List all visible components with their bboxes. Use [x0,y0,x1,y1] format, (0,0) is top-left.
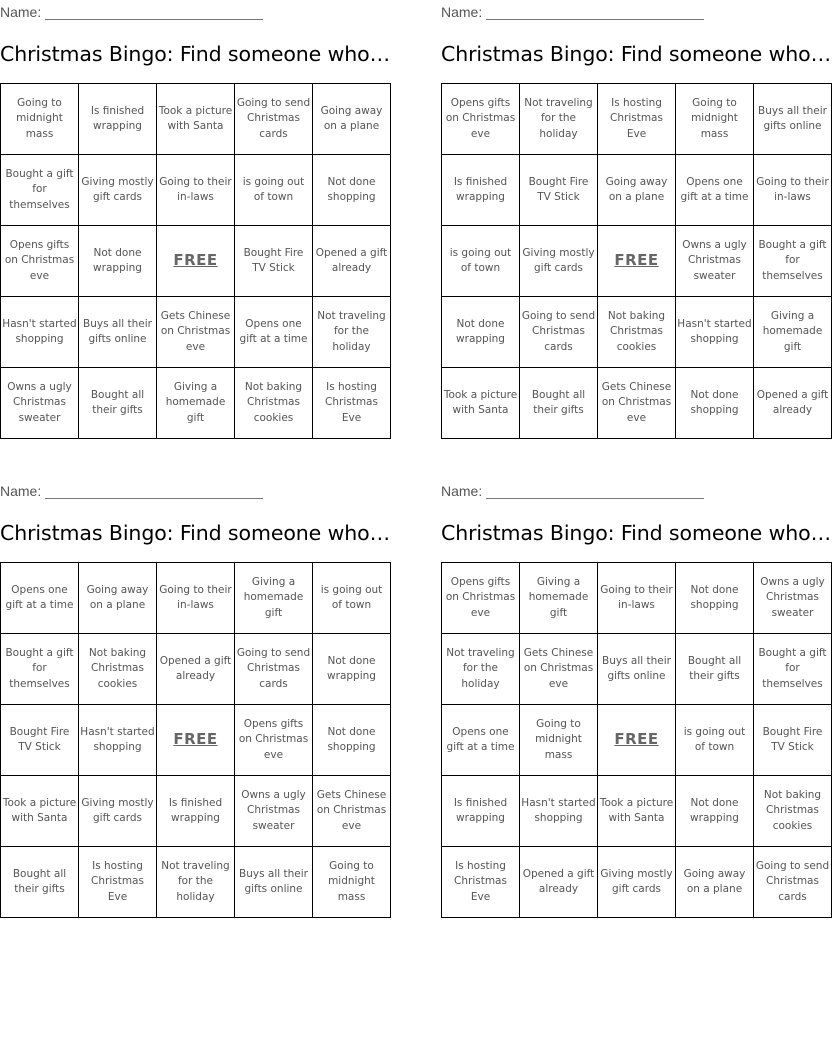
name-blank-line[interactable] [486,483,704,499]
bingo-square: Opened a gift already [313,226,391,297]
bingo-square: Opened a gift already [754,368,832,439]
grid-row [1,847,391,918]
bingo-square: Is finished wrapping [442,155,520,226]
bingo-square: Not baking Christmas cookies [79,634,157,705]
grid-row [442,297,832,368]
bingo-square: Giving a homemade gift [157,368,235,439]
grid-row [442,155,832,226]
bingo-square: Going away on a plane [79,563,157,634]
bingo-square: Not done shopping [676,563,754,634]
bingo-square: Bought Fire TV Stick [520,155,598,226]
bingo-square: Not done wrapping [313,634,391,705]
bingo-square: Opens one gift at a time [676,155,754,226]
grid-row [1,776,391,847]
bingo-square: Bought a gift for themselves [754,226,832,297]
bingo-square: Giving mostly gift cards [598,847,676,918]
grid-row [1,226,391,297]
bingo-square: Not done wrapping [676,776,754,847]
bingo-square: Opens one gift at a time [235,297,313,368]
grid-row [442,226,832,297]
bingo-square: Giving a homemade gift [235,563,313,634]
bingo-square: Giving a homemade gift [520,563,598,634]
bingo-square: Bought a gift for themselves [1,634,79,705]
bingo-square: Going to their in-laws [157,563,235,634]
name-blank-line[interactable] [486,4,704,20]
grid-row [1,705,391,776]
grid-row [1,368,391,439]
bingo-square: is going out of town [442,226,520,297]
bingo-square: Giving mostly gift cards [79,776,157,847]
bingo-square: Going to midnight mass [313,847,391,918]
bingo-square: Giving a homemade gift [754,297,832,368]
bingo-square: Took a picture with Santa [1,776,79,847]
card-title: Christmas Bingo: Find someone who… [441,42,831,66]
bingo-square: Bought Fire TV Stick [235,226,313,297]
bingo-square: Going to send Christmas cards [235,634,313,705]
bingo-square: Not baking Christmas cookies [754,776,832,847]
bingo-square: is going out of town [676,705,754,776]
bingo-square: Not done wrapping [79,226,157,297]
bingo-square: Not baking Christmas cookies [598,297,676,368]
name-blank-line[interactable] [45,4,263,20]
bingo-square: Giving mostly gift cards [79,155,157,226]
bingo-square: Bought all their gifts [79,368,157,439]
bingo-square: Going to send Christmas cards [235,84,313,155]
grid-row [1,84,391,155]
bingo-square: Is hosting Christmas Eve [79,847,157,918]
bingo-square: Owns a ugly Christmas sweater [676,226,754,297]
bingo-square: is going out of town [313,563,391,634]
bingo-square: Gets Chinese on Christmas eve [157,297,235,368]
grid-row [442,368,832,439]
bingo-square: Going away on a plane [313,84,391,155]
bingo-square: Bought Fire TV Stick [754,705,832,776]
grid-row [442,634,832,705]
name-label: Name: [0,483,42,499]
card-title: Christmas Bingo: Find someone who… [0,42,390,66]
bingo-square: Opens gifts on Christmas eve [442,563,520,634]
bingo-grid [0,562,391,918]
bingo-square: Bought all their gifts [676,634,754,705]
name-blank-line[interactable] [45,483,263,499]
bingo-square: Opened a gift already [157,634,235,705]
bingo-square: Hasn't started shopping [520,776,598,847]
free-square: FREE [157,705,235,776]
bingo-grid [0,83,391,439]
grid-row [442,776,832,847]
grid-row [1,634,391,705]
bingo-grid [441,83,832,439]
bingo-square: Hasn't started shopping [1,297,79,368]
free-square: FREE [598,226,676,297]
name-label: Name: [441,483,483,499]
bingo-square: Bought a gift for themselves [1,155,79,226]
card-title: Christmas Bingo: Find someone who… [441,521,831,545]
bingo-square: Buys all their gifts online [598,634,676,705]
bingo-square: Not traveling for the holiday [520,84,598,155]
bingo-square: Buys all their gifts online [235,847,313,918]
name-label: Name: [0,4,42,20]
free-square: FREE [598,705,676,776]
bingo-square: Going away on a plane [676,847,754,918]
bingo-square: Gets Chinese on Christmas eve [520,634,598,705]
grid-row [442,705,832,776]
bingo-square: Going to midnight mass [1,84,79,155]
bingo-square: Going to their in-laws [598,563,676,634]
bingo-square: Is hosting Christmas Eve [442,847,520,918]
bingo-square: Gets Chinese on Christmas eve [313,776,391,847]
bingo-square: Not traveling for the holiday [313,297,391,368]
bingo-square: Bought all their gifts [1,847,79,918]
bingo-square: Is finished wrapping [157,776,235,847]
bingo-square: Going to send Christmas cards [754,847,832,918]
grid-row [442,84,832,155]
bingo-square: Took a picture with Santa [442,368,520,439]
name-label: Name: [441,4,483,20]
bingo-square: Going away on a plane [598,155,676,226]
bingo-square: Hasn't started shopping [676,297,754,368]
bingo-square: Going to their in-laws [754,155,832,226]
bingo-square: Going to their in-laws [157,155,235,226]
bingo-square: Took a picture with Santa [598,776,676,847]
bingo-square: Is hosting Christmas Eve [313,368,391,439]
free-square: FREE [157,226,235,297]
bingo-square: Giving mostly gift cards [520,226,598,297]
bingo-square: Not done shopping [313,705,391,776]
bingo-square: Going to midnight mass [676,84,754,155]
grid-row [1,297,391,368]
bingo-square: Opened a gift already [520,847,598,918]
grid-row [442,847,832,918]
bingo-square: Bought Fire TV Stick [1,705,79,776]
bingo-square: Not done shopping [313,155,391,226]
bingo-square: Is finished wrapping [79,84,157,155]
grid-row [1,155,391,226]
bingo-square: Buys all their gifts online [754,84,832,155]
bingo-square: Not done shopping [676,368,754,439]
bingo-square: Opens one gift at a time [1,563,79,634]
bingo-square: Took a picture with Santa [157,84,235,155]
bingo-square: Opens gifts on Christmas eve [235,705,313,776]
bingo-square: Is hosting Christmas Eve [598,84,676,155]
bingo-grid [441,562,832,918]
bingo-square: Going to midnight mass [520,705,598,776]
bingo-square: is going out of town [235,155,313,226]
bingo-square: Bought a gift for themselves [754,634,832,705]
bingo-square: Opens gifts on Christmas eve [442,84,520,155]
bingo-square: Not traveling for the holiday [157,847,235,918]
bingo-square: Owns a ugly Christmas sweater [235,776,313,847]
bingo-square: Gets Chinese on Christmas eve [598,368,676,439]
bingo-square: Is finished wrapping [442,776,520,847]
name-field[interactable] [441,479,704,499]
bingo-square: Not traveling for the holiday [442,634,520,705]
bingo-square: Buys all their gifts online [79,297,157,368]
bingo-square: Opens one gift at a time [442,705,520,776]
grid-row [1,563,391,634]
card-title: Christmas Bingo: Find someone who… [0,521,390,545]
grid-row [442,563,832,634]
bingo-square: Owns a ugly Christmas sweater [754,563,832,634]
name-field[interactable] [441,0,704,20]
bingo-square: Opens gifts on Christmas eve [1,226,79,297]
bingo-square: Not done wrapping [442,297,520,368]
name-field[interactable] [0,479,263,499]
bingo-square: Bought all their gifts [520,368,598,439]
bingo-square: Not baking Christmas cookies [235,368,313,439]
bingo-square: Going to send Christmas cards [520,297,598,368]
bingo-square: Owns a ugly Christmas sweater [1,368,79,439]
name-field[interactable] [0,0,263,20]
bingo-square: Hasn't started shopping [79,705,157,776]
